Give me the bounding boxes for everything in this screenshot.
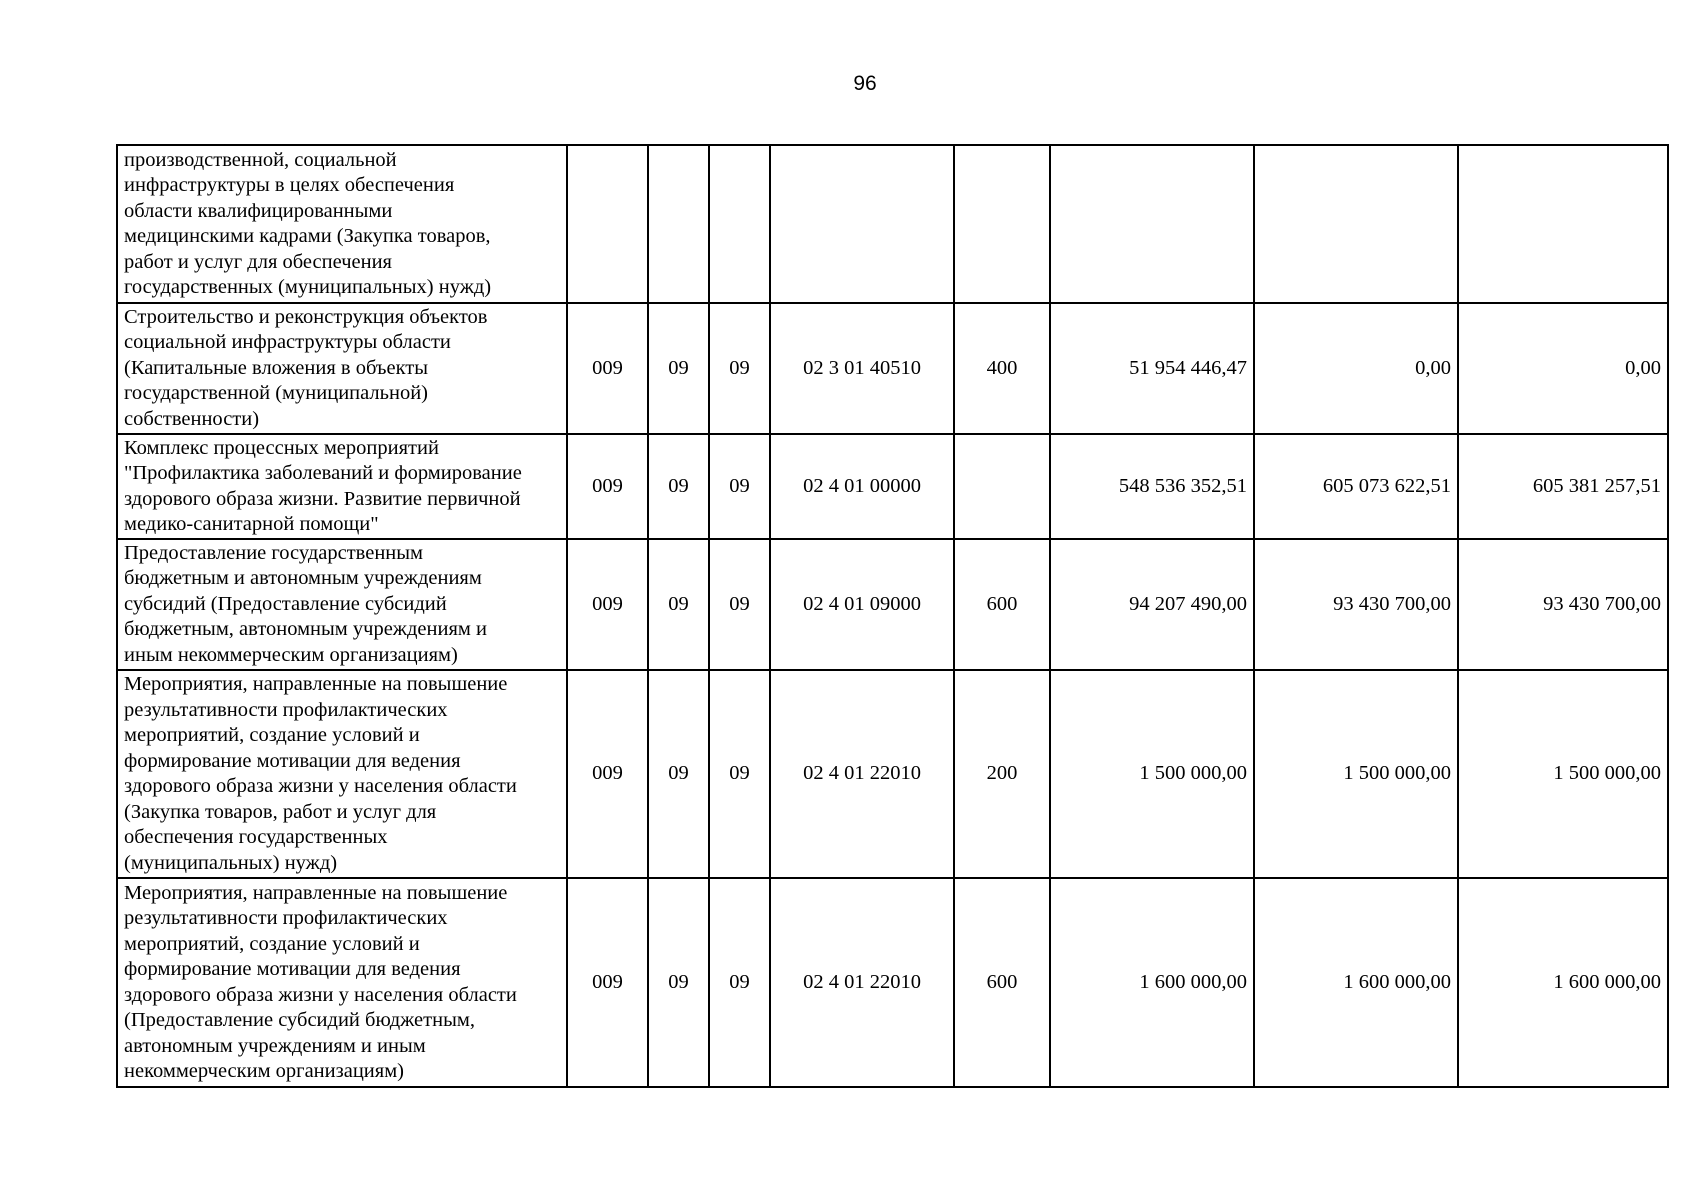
subsection-code: 09 <box>709 878 770 1087</box>
expense-type-code <box>954 434 1050 539</box>
amount-year-1: 1 600 000,00 <box>1050 878 1254 1087</box>
row-description: Мероприятия, направленные на повышение результативности профилактических мероприятий, создание условий и формирование мотивации для ведения здорового образа жизни у населения области (Предоставление субсидий бюджетным, автономным учреждениям и иным некоммерческим организациям) <box>117 878 567 1087</box>
target-article-code: 02 4 01 22010 <box>770 670 954 878</box>
section-code: 09 <box>648 434 709 539</box>
row-description: Предоставление государственным бюджетным и автономным учреждениям субсидий (Предоставление субсидий бюджетным, автономным учреждениям и иным некоммерческим организациям) <box>117 539 567 670</box>
row-description: Мероприятия, направленные на повышение результативности профилактических мероприятий, создание условий и формирование мотивации для ведения здорового образа жизни у населения области (Закупка товаров, работ и услуг для обеспечения государственных (муниципальных) нужд) <box>117 670 567 878</box>
section-code: 09 <box>648 539 709 670</box>
expense-type-code: 200 <box>954 670 1050 878</box>
amount-year-3: 605 381 257,51 <box>1458 434 1668 539</box>
section-code: 09 <box>648 878 709 1087</box>
subsection-code <box>709 145 770 303</box>
amount-year-1: 1 500 000,00 <box>1050 670 1254 878</box>
row-description: Комплекс процессных мероприятий "Профилактика заболеваний и формирование здорового образа жизни. Развитие первичной медико-санитарной помощи" <box>117 434 567 539</box>
ministry-code: 009 <box>567 878 648 1087</box>
expense-type-code <box>954 145 1050 303</box>
page-number: 96 <box>853 72 877 95</box>
amount-year-3: 1 600 000,00 <box>1458 878 1668 1087</box>
amount-year-3 <box>1458 145 1668 303</box>
target-article-code <box>770 145 954 303</box>
amount-year-2: 1 500 000,00 <box>1254 670 1458 878</box>
expense-type-code: 400 <box>954 303 1050 434</box>
amount-year-2: 93 430 700,00 <box>1254 539 1458 670</box>
subsection-code: 09 <box>709 434 770 539</box>
target-article-code: 02 3 01 40510 <box>770 303 954 434</box>
ministry-code <box>567 145 648 303</box>
amount-year-3: 93 430 700,00 <box>1458 539 1668 670</box>
subsection-code: 09 <box>709 670 770 878</box>
table-row <box>117 434 1668 539</box>
section-code <box>648 145 709 303</box>
expense-type-code: 600 <box>954 878 1050 1087</box>
target-article-code: 02 4 01 00000 <box>770 434 954 539</box>
expense-type-code: 600 <box>954 539 1050 670</box>
ministry-code: 009 <box>567 303 648 434</box>
target-article-code: 02 4 01 09000 <box>770 539 954 670</box>
row-description: производственной, социальной инфраструктуры в целях обеспечения области квалифицированными медицинскими кадрами (Закупка товаров, работ и услуг для обеспечения государственных (муниципальных) нужд) <box>117 145 567 303</box>
amount-year-3: 1 500 000,00 <box>1458 670 1668 878</box>
amount-year-1: 548 536 352,51 <box>1050 434 1254 539</box>
table-row <box>117 670 1668 878</box>
ministry-code: 009 <box>567 670 648 878</box>
section-code: 09 <box>648 670 709 878</box>
amount-year-2: 1 600 000,00 <box>1254 878 1458 1087</box>
amount-year-1: 94 207 490,00 <box>1050 539 1254 670</box>
budget-table <box>116 144 1669 1088</box>
table-row <box>117 303 1668 434</box>
table-row <box>117 145 1668 303</box>
amount-year-2: 0,00 <box>1254 303 1458 434</box>
table-row <box>117 878 1668 1087</box>
amount-year-3: 0,00 <box>1458 303 1668 434</box>
amount-year-1: 51 954 446,47 <box>1050 303 1254 434</box>
target-article-code: 02 4 01 22010 <box>770 878 954 1087</box>
ministry-code: 009 <box>567 539 648 670</box>
table-row <box>117 539 1668 670</box>
subsection-code: 09 <box>709 303 770 434</box>
amount-year-1 <box>1050 145 1254 303</box>
ministry-code: 009 <box>567 434 648 539</box>
section-code: 09 <box>648 303 709 434</box>
amount-year-2: 605 073 622,51 <box>1254 434 1458 539</box>
amount-year-2 <box>1254 145 1458 303</box>
subsection-code: 09 <box>709 539 770 670</box>
row-description: Строительство и реконструкция объектов социальной инфраструктуры области (Капитальные вложения в объекты государственной (муниципальной) собственности) <box>117 303 567 434</box>
